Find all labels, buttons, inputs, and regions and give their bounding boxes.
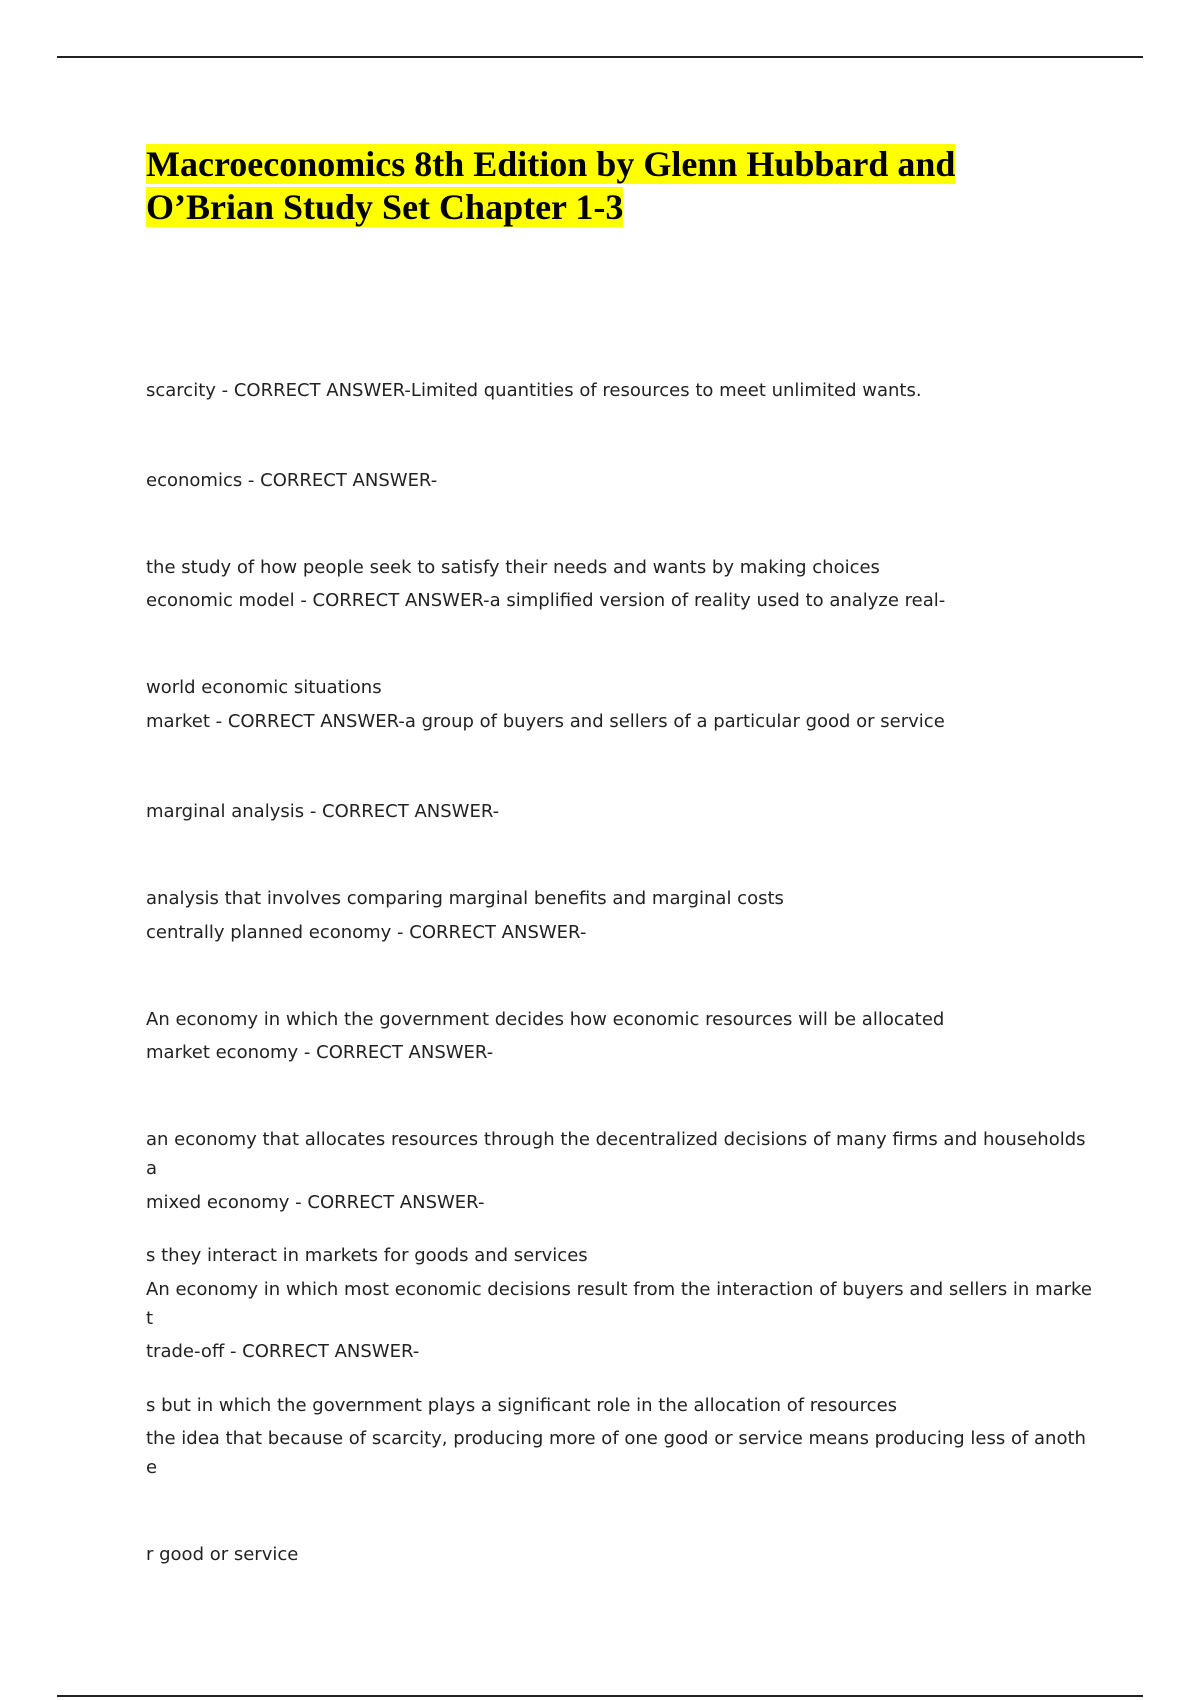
entry-line: economic model - CORRECT ANSWER-a simplified version of reality used to analyze real- xyxy=(146,590,946,611)
entry-trade-off xyxy=(146,1279,1096,1627)
entry-line: mixed economy - CORRECT ANSWER- xyxy=(146,1192,485,1213)
entry-line: world economic situations xyxy=(146,677,382,698)
entry-line: marginal analysis - CORRECT ANSWER- xyxy=(146,801,500,822)
entry-line: trade-off - CORRECT ANSWER- xyxy=(146,1341,420,1362)
bottom-rule xyxy=(57,1695,1143,1697)
entry-line: centrally planned economy - CORRECT ANSWER- xyxy=(146,922,587,943)
entry-line: economics - CORRECT ANSWER- xyxy=(146,470,438,491)
entry-line: market economy - CORRECT ANSWER- xyxy=(146,1042,494,1063)
entry-line: scarcity - CORRECT ANSWER-Limited quantities of resources to meet unlimited wants. xyxy=(146,380,922,401)
title-line-1: Macroeconomics 8th Edition by Glenn Hubbard and xyxy=(146,144,956,184)
entry-line: the idea that because of scarcity, producing more of one good or service means producing less of anothe xyxy=(146,1428,1086,1478)
entry-line: r good or service xyxy=(146,1544,299,1565)
document-title xyxy=(146,143,1046,229)
entry-line: s but in which the government plays a significant role in the allocation of resources xyxy=(146,1395,898,1416)
title-line-2: O’Brian Study Set Chapter 1-3 xyxy=(146,187,624,227)
entry-line: the study of how people seek to satisfy their needs and wants by making choices xyxy=(146,557,880,578)
top-rule xyxy=(57,56,1143,58)
entry-line: An economy in which the government decides how economic resources will be allocated xyxy=(146,1009,945,1030)
entry-line: an economy that allocates resources through the decentralized decisions of many firms and households a xyxy=(146,1129,1092,1179)
entry-line: s they interact in markets for goods and services xyxy=(146,1245,588,1266)
entry-line: analysis that involves comparing marginal benefits and marginal costs xyxy=(146,888,784,909)
entry-line: market - CORRECT ANSWER-a group of buyers and sellers of a particular good or service xyxy=(146,711,945,732)
entry-line: An economy in which most economic decisions result from the interaction of buyers and sellers in market xyxy=(146,1279,1092,1329)
